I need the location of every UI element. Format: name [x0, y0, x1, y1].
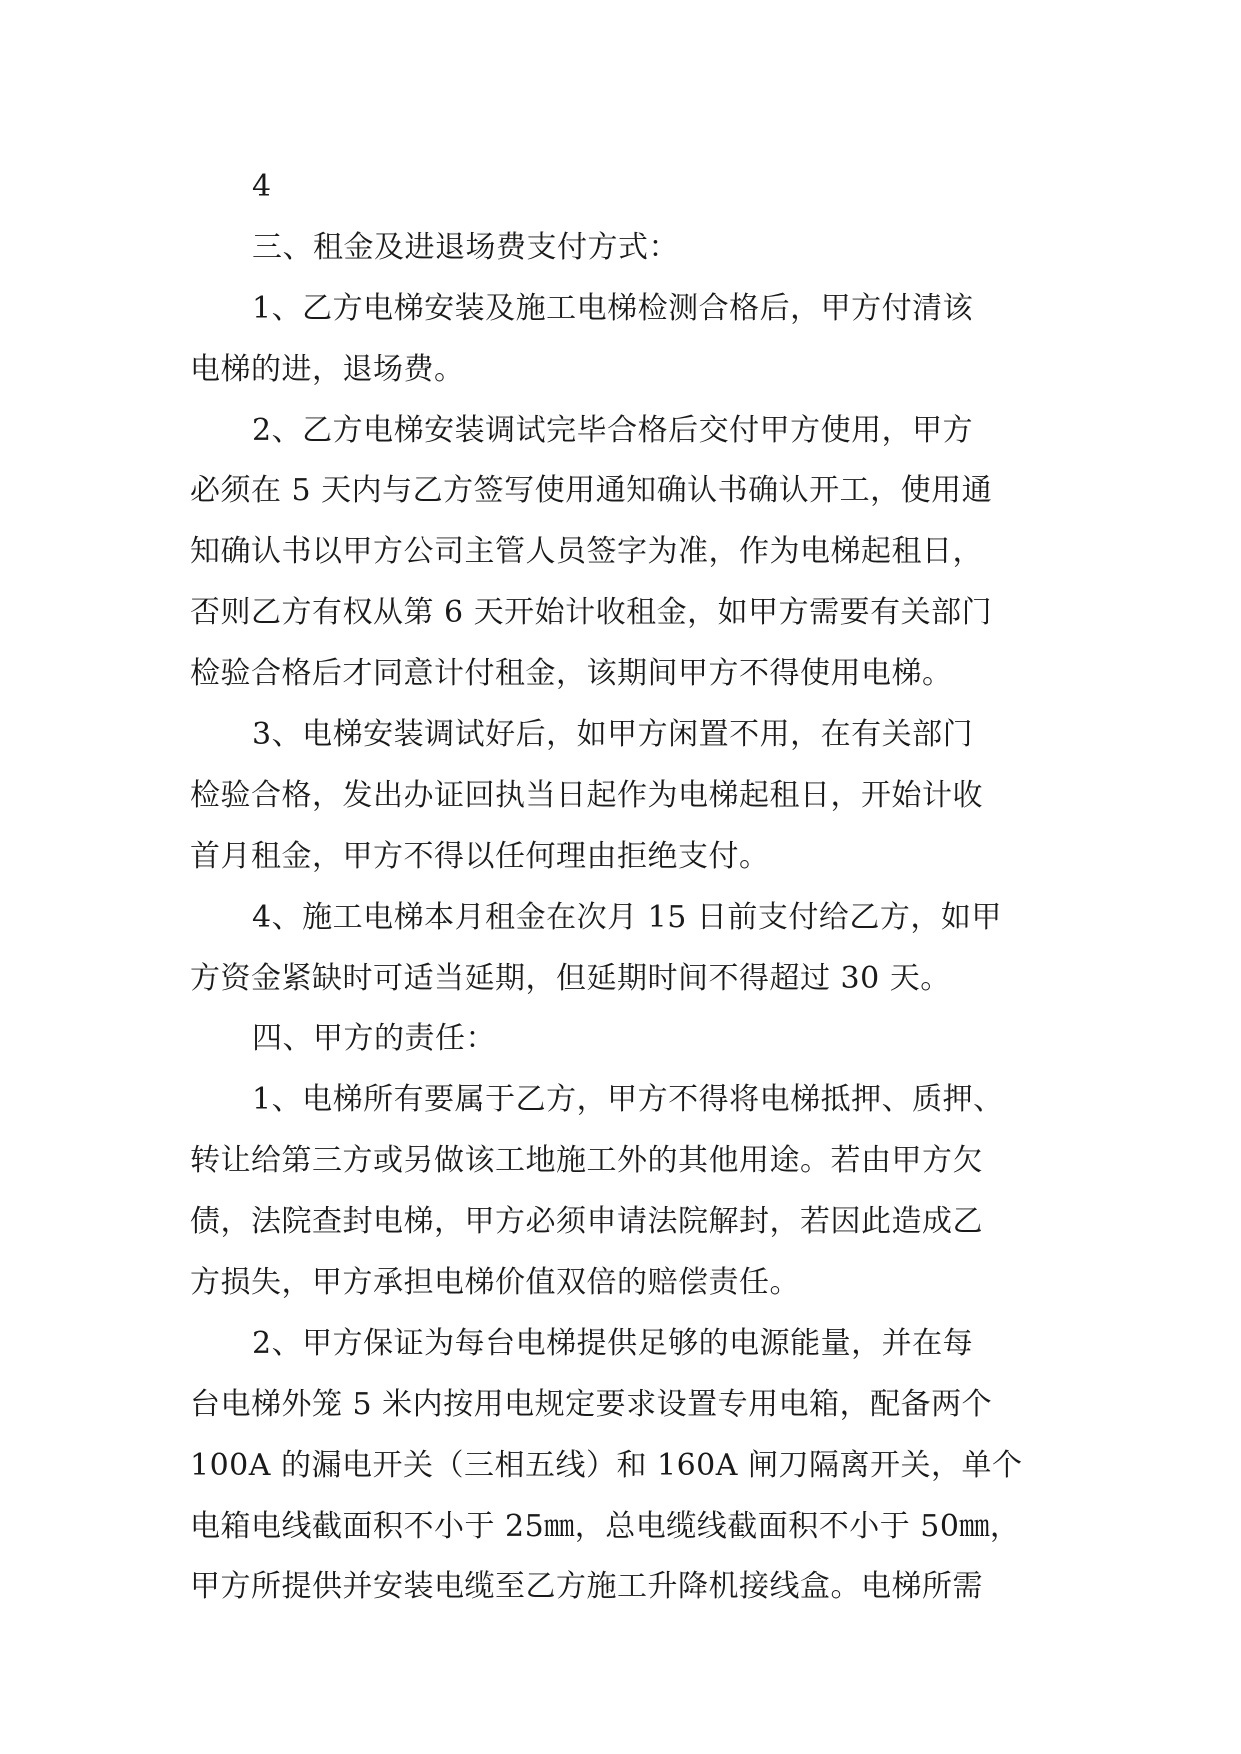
paragraph-line: 方资金紧缺时可适当延期，但延期时间不得超过 30 天。 [190, 960, 951, 996]
paragraph-line: 转让给第三方或另做该工地施工外的其他用途。若由甲方欠 [190, 1143, 983, 1179]
section-heading-rent-payment: 三、租金及进退场费支付方式： [252, 229, 679, 265]
document-body [190, 157, 1052, 1618]
section-heading-party-a-duties: 四、甲方的责任： [252, 1021, 496, 1057]
paragraph-line: 1、乙方电梯安装及施工电梯检测合格后，甲方付清该 [252, 290, 974, 326]
paragraph-line: 2、乙方电梯安装调试完毕合格后交付甲方使用，甲方 [252, 412, 974, 448]
paragraph-line: 检验合格，发出办证回执当日起作为电梯起租日，开始计收 [190, 777, 983, 813]
paragraph-line: 知确认书以甲方公司主管人员签字为准，作为电梯起租日， [190, 534, 983, 570]
paragraph-line: 甲方所提供并安装电缆至乙方施工升降机接线盒。电梯所需 [190, 1569, 983, 1605]
paragraph-line: 检验合格后才同意计付租金，该期间甲方不得使用电梯。 [190, 656, 953, 692]
paragraph-line: 必须在 5 天内与乙方签写使用通知确认书确认开工，使用通 [190, 473, 993, 509]
paragraph-line: 1、电梯所有要属于乙方，甲方不得将电梯抵押、质押、 [252, 1082, 1004, 1118]
paragraph-line: 方损失，甲方承担电梯价值双倍的赔偿责任。 [190, 1265, 800, 1301]
paragraph-line: 台电梯外笼 5 米内按用电规定要求设置专用电箱，配备两个 [190, 1386, 993, 1422]
paragraph-line: 电梯的进，退场费。 [190, 351, 465, 387]
paragraph-line: 电箱电线截面积不小于 25㎜，总电缆线截面积不小于 50㎜， [190, 1508, 1021, 1544]
paragraph-line: 4、施工电梯本月租金在次月 15 日前支付给乙方，如甲 [252, 899, 1002, 935]
paragraph-line: 债，法院查封电梯，甲方必须申请法院解封，若因此造成乙 [190, 1204, 983, 1240]
paragraph-line: 100A 的漏电开关（三相五线）和 160A 闸刀隔离开关，单个 [190, 1447, 1023, 1483]
paragraph-line: 3、电梯安装调试好后，如甲方闲置不用，在有关部门 [252, 717, 974, 753]
page-number: 4 [252, 169, 272, 204]
paragraph-line: 否则乙方有权从第 6 天开始计收租金，如甲方需要有关部门 [190, 595, 993, 631]
paragraph-line: 2、甲方保证为每台电梯提供足够的电源能量，并在每 [252, 1325, 974, 1361]
paragraph-line: 首月租金，甲方不得以任何理由拒绝支付。 [190, 838, 770, 874]
